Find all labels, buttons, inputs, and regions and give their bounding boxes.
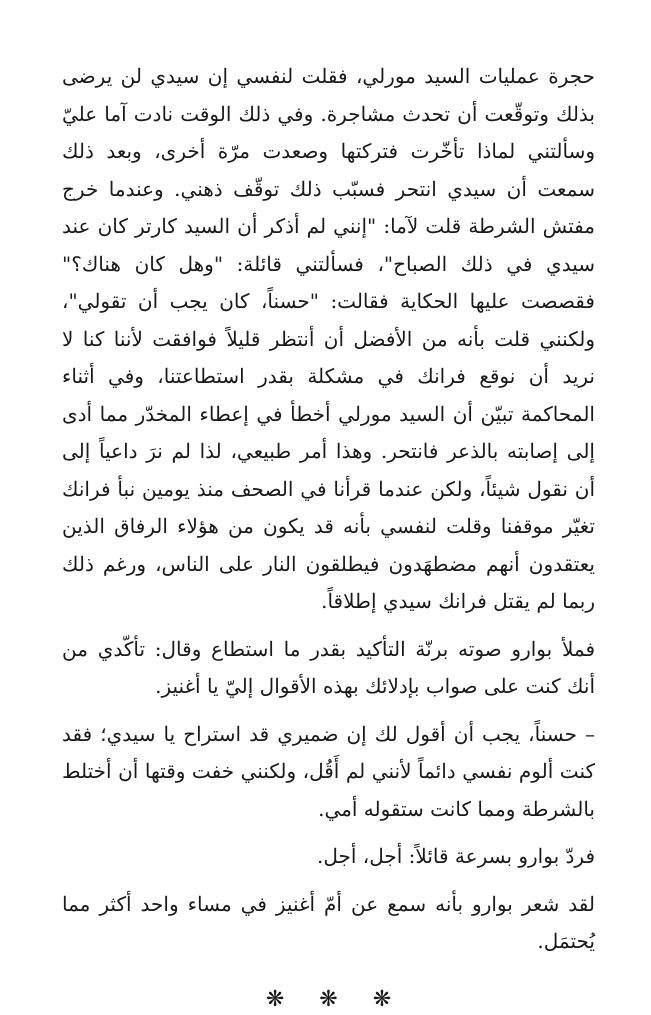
paragraph-agnes-statement: حجرة عمليات السيد مورلي، فقلت لنفسي إن سيدي لن يرضى بذلك وتوقّعت أن تحدث مشاجرة. وفي ذلك الوقت نادت آما عليّ وسألتني لماذا تأخّرت فتركتها وصعدت مرّة أخرى، وبعد ذلك سمعت أن سيدي انتحر فسبّب ذلك توقّف ذهني. وعندما خرج مفتش الشرطة قلت لآما: "إنني لم أذكر أن السيد كارتر كان عند سيدي في ذلك الصباح"، فسألتني قائلة: "وهل كان هناك؟" فقصصت عليها الحكاية فقالت: "حسناً، كان يجب أن تقولي"، ولكنني قلت بأنه من الأفضل أن أنتظر قليلاً فوافقت لأننا كنا لا نريد أن نوقع فرانك في مشكلة بقدر استطاعتنا، وفي أثناء المحاكمة تبيّن أن السيد مورلي أخطأ في إعطاء المخدّر مما أدى إلى إصابته بالذعر فانتحر. وهذا أمر طبيعي، لذا لم نرَ داعياً إلى أن نقول شيئاً، ولكن عندما قرأنا في الصحف منذ يومين نبأ فرانك تغيّر موقفنا وقلت لنفسي بأنه قد يكون من هؤلاء الرفاق الذين يعتقدون أنهم مضطهَدون فيطلقون النار على الناس، ورغم ذلك ربما لم يقتل فرانك سيدي إطلاقاً. xyxy=(62,64,595,613)
paragraph-agnes-conscience: – حسناً، يجب أن أقول لك إن ضميري قد استراح يا سيدي؛ فقد كنت ألوم نفسي دائماً لأنني لم أَقُل، ولكنني خفت وقتها أن أختلط بالشرطة ومما كانت ستقوله أمي. xyxy=(62,721,595,821)
section-separator: ❋ ❋ ❋ xyxy=(265,986,406,1012)
paragraph-poirot-reply: فملأ بوارو صوته برنّة التأكيد بقدر ما استطاع وقال: تأكّدي من أنك كنت على صواب بإدلائك بهذه الأقوال إليّ يا أغنيز. xyxy=(62,636,595,698)
book-page xyxy=(62,58,595,1015)
paragraph-poirot-quick-reply: فردّ بوارو بسرعة قائلاً: أجل، أجل. xyxy=(317,844,595,868)
paragraph-poirot-mother: لقد شعر بوارو بأنه سمع عن أمّ أغنيز في مساء واحد أكثر مما يُحتمَل. xyxy=(62,891,595,953)
